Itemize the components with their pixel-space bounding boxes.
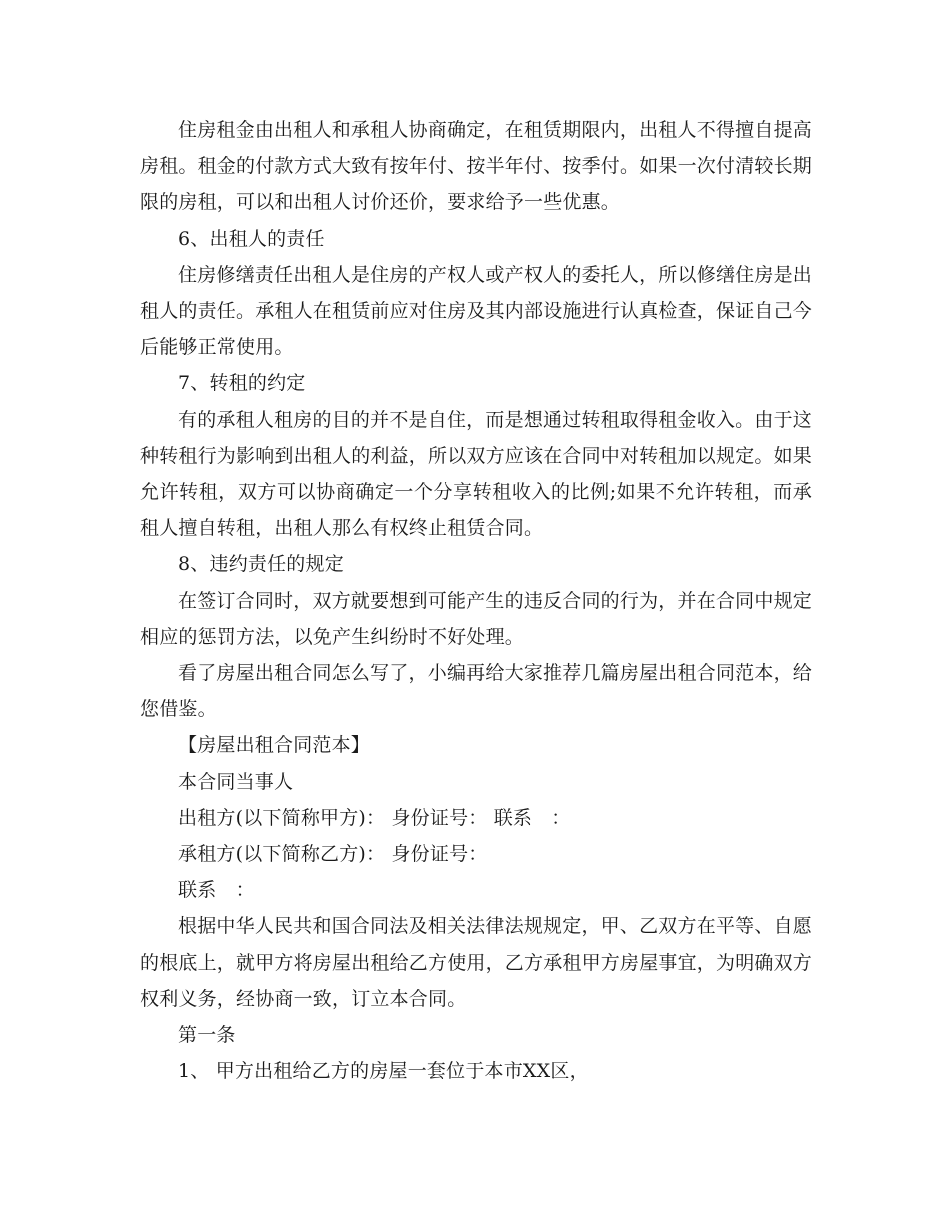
heading-breach-liability: 8、违约责任的规定 [178, 553, 344, 576]
paragraph-rent-negotiation: 住房租金由出租人和承租人协商确定，在租赁期限内，出租人不得擅自提高房租。租金的付款方式大致有按年付、按半年付、按季付。如果一次付清较长期限的房租，可以和出租人讨价还价，要求给予一些优惠。 [140, 119, 813, 214]
paragraph-legal-basis: 根据中华人民共和国合同法及相关法律法规规定，甲、乙双方在平等、自愿的根底上，就甲方将房屋出租给乙方使用，乙方承租甲方房屋事宜，为明确双方权利义务，经协商一致，订立本合同。 [140, 915, 813, 1010]
paragraph-recommendation: 看了房屋出租合同怎么写了，小编再给大家推荐几篇房屋出租合同范本，给您借鉴。 [140, 662, 812, 721]
line-contract-parties: 本合同当事人 [178, 770, 294, 793]
line-article-one-item-one: 1、 甲方出租给乙方的房屋一套位于本市XX区， [178, 1060, 589, 1083]
line-lessor-info: 出租方(以下简称甲方)： 身份证号： 联系 ： [178, 806, 571, 829]
paragraph-repair-responsibility: 住房修缮责任出租人是住房的产权人或产权人的委托人，所以修缮住房是出租人的责任。承租人在租赁前应对住房及其内部设施进行认真检查，保证自己今后能够正常使用。 [140, 263, 813, 359]
line-lessee-info: 承租方(以下简称乙方)： 身份证号： [178, 843, 488, 866]
document-body [140, 112, 812, 1089]
line-lessee-contact: 联系 ： [178, 879, 255, 902]
paragraph-sublease: 有的承租人租房的目的并不是自住，而是想通过转租取得租金收入。由于这种转租行为影响到出租人的利益，所以双方应该在合同中对转租加以规定。如果允许转租，双方可以协商确定一个分享转租收入的比例;如果不允许转租，而承租人擅自转租，出租人那么有权终止租赁合同。 [140, 408, 813, 540]
heading-sublease-agreement: 7、转租的约定 [178, 372, 306, 395]
heading-article-one: 第一条 [178, 1024, 236, 1047]
heading-lessor-responsibility: 6、出租人的责任 [178, 227, 325, 250]
heading-contract-template: 【房屋出租合同范本】 [178, 734, 371, 757]
paragraph-breach: 在签订合同时，双方就要想到可能产生的违反合同的行为，并在合同中规定相应的惩罚方法，以免产生纠纷时不好处理。 [140, 589, 812, 648]
